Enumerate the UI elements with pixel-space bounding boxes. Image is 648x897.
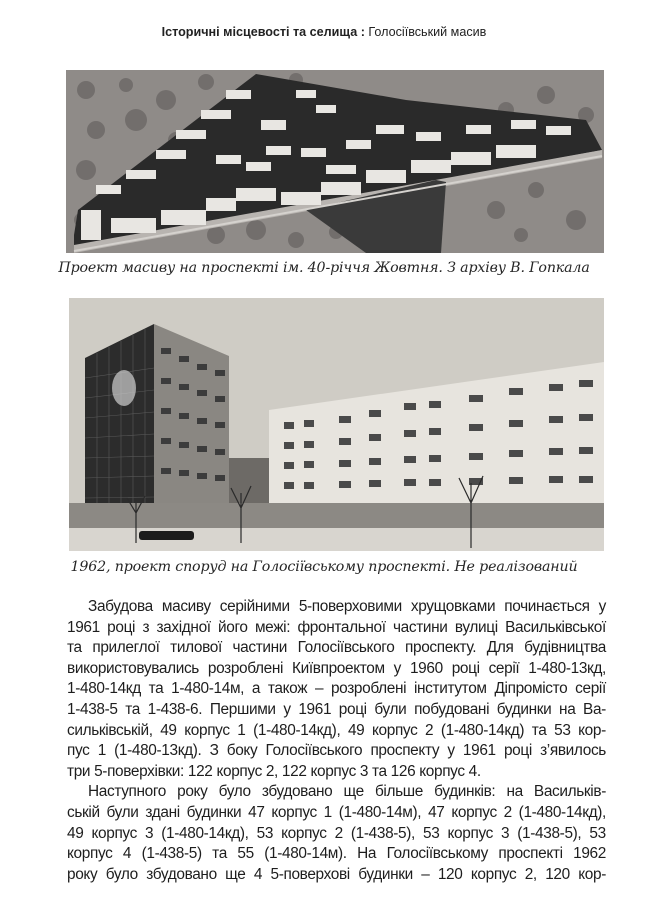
- body-word: 1-480-14кд: [67, 680, 141, 698]
- body-word: 2: [425, 721, 434, 739]
- body-word: (1-438-5),: [350, 824, 415, 842]
- body-word: (1-480-14м).: [264, 845, 347, 863]
- body-word: масиву: [161, 598, 211, 615]
- body-word: будинки: [186, 803, 242, 821]
- body-word: Васильків-: [533, 783, 606, 801]
- body-word: році: [107, 618, 136, 636]
- body-word: корпус: [91, 824, 137, 842]
- body-line-text: три 5-поверхівки: 122 корпус 2, 122 корпус 3 та 126 корпус 4.: [67, 762, 481, 780]
- body-word: 1: [97, 742, 106, 760]
- body-word: ській: [67, 803, 100, 821]
- body-word: Ва-: [583, 700, 606, 718]
- body-line: [67, 597, 606, 618]
- body-word: (1-480-14кд),: [518, 803, 606, 821]
- body-line: [67, 865, 606, 886]
- body-word: 5-поверховими: [298, 598, 402, 615]
- body-word: розроблені: [330, 680, 407, 698]
- body-word: році: [338, 700, 367, 718]
- body-word: проспекту.: [405, 639, 477, 657]
- body-word: корпус: [371, 721, 418, 739]
- body-word: кор-: [578, 865, 606, 883]
- body-word: фронтальної: [297, 618, 386, 636]
- body-word: тилової: [170, 639, 222, 657]
- body-line: [67, 844, 606, 865]
- body-word: Діпромісто: [494, 680, 568, 698]
- body-word: 2: [503, 803, 512, 821]
- body-word: проспекту: [370, 742, 440, 760]
- body-line: [67, 679, 606, 700]
- body-word: розроблені: [207, 659, 284, 677]
- body-word: (1-438-5): [141, 845, 202, 863]
- body-word: 53: [554, 721, 571, 739]
- body-word: З: [209, 742, 219, 760]
- body-word: вулиці: [454, 618, 498, 636]
- body-word: проспекті: [498, 845, 563, 863]
- body-word: пус: [67, 742, 90, 760]
- body-word: 4: [122, 845, 132, 863]
- body-word: (1-480-14кд),: [161, 824, 249, 842]
- body-word: межі:: [254, 618, 291, 636]
- body-word: збудовано: [261, 783, 333, 801]
- body-word: та: [67, 639, 82, 657]
- body-word: більше: [374, 783, 424, 801]
- running-header: [0, 25, 648, 39]
- header-separator: :: [357, 25, 369, 39]
- body-word: використовувались: [67, 659, 199, 677]
- body-word: 49: [347, 721, 365, 739]
- body-text: [67, 597, 606, 885]
- body-word: серії: [575, 680, 606, 698]
- body-word: сильківській,: [67, 721, 153, 739]
- body-word: будинків:: [434, 783, 496, 801]
- body-word: його: [218, 618, 248, 636]
- body-word: Наступного: [88, 783, 167, 801]
- body-word: році: [503, 742, 532, 760]
- body-word: боку: [226, 742, 258, 760]
- body-word: з: [142, 618, 150, 636]
- body-word: ще: [225, 865, 246, 883]
- body-word: –: [314, 680, 324, 698]
- body-word: починається: [504, 598, 590, 615]
- body-word: 53: [589, 824, 606, 842]
- body-word: корпус: [451, 803, 497, 821]
- body-word: 49: [160, 721, 177, 739]
- body-word: 1-480-14м,: [171, 680, 245, 698]
- body-word: 47: [428, 803, 445, 821]
- body-word: 1-438-5: [67, 700, 118, 718]
- body-word: 2: [334, 824, 343, 842]
- body-word: та: [125, 700, 140, 718]
- body-word: кор-: [578, 721, 606, 739]
- body-word: 49: [67, 824, 84, 842]
- body-line: [67, 659, 606, 680]
- body-line: [67, 803, 606, 824]
- body-word: (1-438-5),: [517, 824, 582, 842]
- body-line: [67, 700, 606, 721]
- body-word: інститутом: [413, 680, 487, 698]
- figure-caption-2: 1962, проект споруд на Голосіївському проспекті. Не реалізований: [70, 559, 578, 575]
- body-word: будинки: [358, 865, 413, 883]
- body-word: 120: [545, 865, 570, 883]
- body-word: частини: [392, 618, 448, 636]
- body-word: на: [506, 783, 523, 801]
- body-word: Васильківської: [505, 618, 606, 636]
- body-word: також: [267, 680, 308, 698]
- body-word: 53: [256, 824, 274, 842]
- body-word: 3: [501, 824, 510, 842]
- body-word: збудовано: [146, 865, 217, 883]
- body-word: (1-480-14кд),: [253, 721, 341, 739]
- body-word: 53: [423, 824, 440, 842]
- body-word: серійними: [219, 598, 290, 615]
- body-word: серії: [488, 659, 520, 677]
- body-line: [67, 741, 606, 762]
- header-section: Історичні місцевості та селища: [161, 25, 358, 39]
- body-word: було: [105, 865, 138, 883]
- figure-caption-1: Проект масиву на проспекті ім. 40-річчя Жовтня. З архіву В. Гопкала: [58, 260, 590, 276]
- body-word: частини: [232, 639, 288, 657]
- body-word: році: [451, 659, 480, 677]
- body-word: 5-поверхові: [270, 865, 350, 883]
- body-word: 55: [237, 845, 254, 863]
- body-word: 4: [253, 865, 263, 883]
- body-word: у: [393, 659, 402, 677]
- body-line: [67, 618, 606, 639]
- body-word: (1-480-14кд): [440, 721, 525, 739]
- body-word: 1961: [67, 618, 100, 636]
- body-word: року: [177, 783, 208, 801]
- body-line: [67, 638, 606, 659]
- figure-photo-aerial-model: [66, 70, 604, 253]
- header-subsection: Голосіївський масив: [368, 25, 487, 39]
- body-word: року: [67, 865, 98, 883]
- body-word: 1: [323, 803, 332, 821]
- body-word: ще: [343, 783, 364, 801]
- body-word: (1-480-13кд).: [114, 742, 202, 760]
- body-line: [67, 824, 606, 845]
- body-word: Забудова: [88, 598, 153, 615]
- body-word: На: [357, 845, 377, 863]
- body-word: 1: [237, 721, 246, 739]
- body-word: були: [106, 803, 139, 821]
- body-word: Для: [486, 639, 514, 657]
- body-word: з’явилось: [540, 742, 606, 760]
- body-word: корпус: [271, 803, 317, 821]
- body-word: –: [421, 865, 430, 883]
- body-word: корпус: [470, 865, 517, 883]
- body-word: здані: [145, 803, 180, 821]
- body-word: корпус: [281, 824, 327, 842]
- body-word: будинки: [496, 700, 552, 718]
- body-word: корпус: [184, 721, 230, 739]
- body-word: західної: [156, 618, 211, 636]
- body-word: на: [559, 700, 576, 718]
- body-word: прилеглої: [92, 639, 160, 657]
- figure-photo-building-rendering: [69, 298, 604, 551]
- body-word: та: [148, 680, 164, 698]
- body-word: Голосіївському: [386, 845, 488, 863]
- body-word: 120: [437, 865, 463, 883]
- body-line: [67, 721, 606, 742]
- body-word: 2,: [524, 865, 537, 883]
- body-word: у: [447, 742, 455, 760]
- body-line: [67, 762, 606, 783]
- body-word: 1961: [298, 700, 332, 718]
- body-word: корпус: [67, 845, 113, 863]
- body-word: Голосіївського: [265, 742, 363, 760]
- body-word: (1-480-14м),: [338, 803, 422, 821]
- body-word: 3: [145, 824, 154, 842]
- body-word: 47: [248, 803, 265, 821]
- body-word: 1962: [573, 845, 606, 863]
- body-word: хрущовками: [410, 598, 496, 615]
- body-word: 1-480-13кд,: [528, 659, 606, 677]
- body-line: [67, 782, 606, 803]
- body-word: у: [598, 598, 606, 615]
- body-word: 1961: [462, 742, 496, 760]
- body-word: корпус: [447, 824, 493, 842]
- body-word: Першими: [209, 700, 276, 718]
- body-word: 1-438-6.: [147, 700, 203, 718]
- body-word: у: [283, 700, 291, 718]
- body-word: побудовані: [414, 700, 490, 718]
- body-word: було: [218, 783, 251, 801]
- body-word: Голосіївського: [297, 639, 395, 657]
- body-word: будівництва: [524, 639, 606, 657]
- body-word: Київпроектом: [292, 659, 385, 677]
- body-word: 1960: [409, 659, 443, 677]
- body-word: та: [212, 845, 227, 863]
- body-word: та: [531, 721, 547, 739]
- body-word: а: [251, 680, 261, 698]
- body-word: були: [374, 700, 407, 718]
